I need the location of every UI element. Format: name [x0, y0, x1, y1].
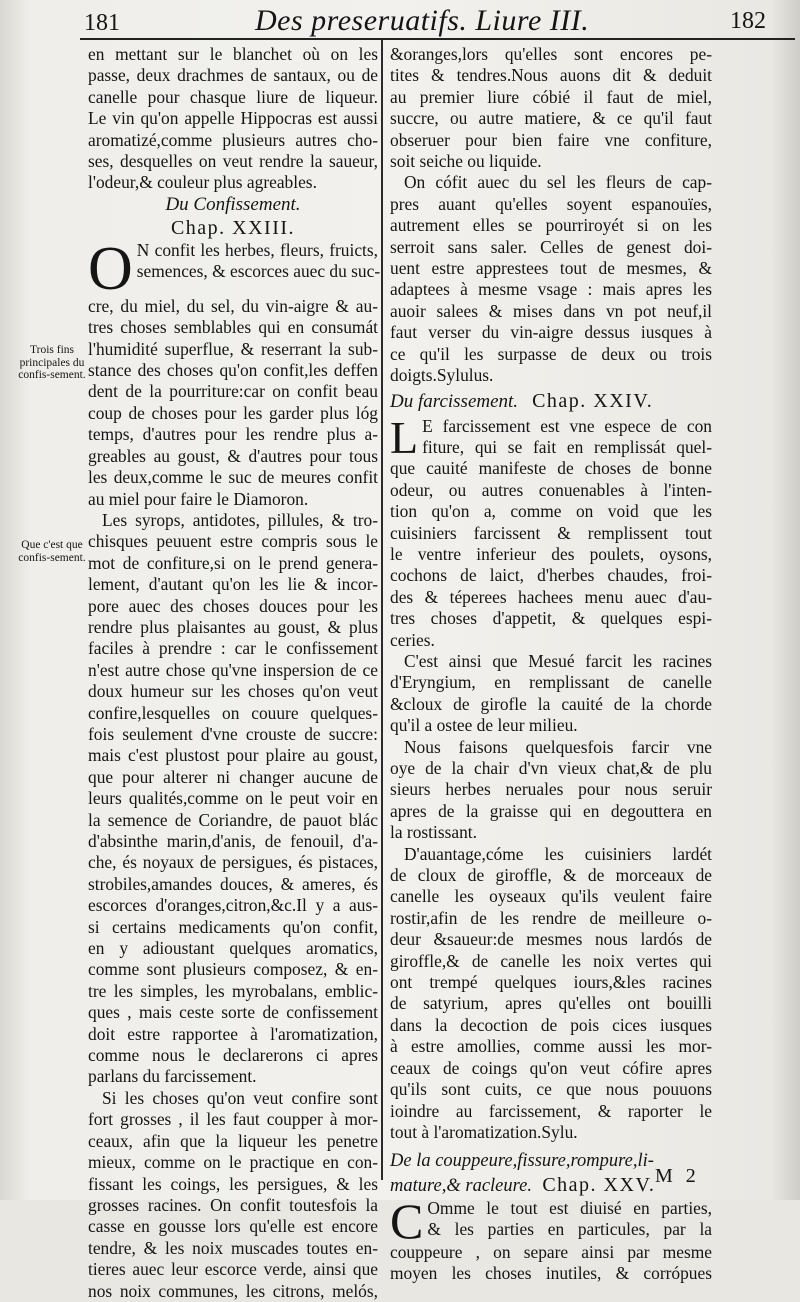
text-line: rendre plus plaisantes au goust, & plus	[88, 616, 378, 637]
text-line: pore auec des choses douces pour les	[88, 595, 378, 616]
text-line: tres choses d'appetit, & quelques espi-	[390, 608, 712, 629]
text-line: auoir salees & mises dans vn pot neuf,il	[390, 300, 712, 321]
text-line: couppeure , on separe ainsi par mesme	[390, 1241, 712, 1262]
margin-note-definition: Que c'est que confis-sement.	[18, 539, 86, 564]
text-line: cre, du miel, du sel, du vin-aigre & au-	[88, 295, 378, 316]
section-title-confissement: Du Confissement.	[165, 193, 301, 215]
text-line: tre les simples, les myrobalans, emblic-	[88, 980, 378, 1001]
chapter-heading-25: Chap. XXV.	[542, 1173, 656, 1196]
text-line: mais c'est plustost pour plaire au goust,	[88, 745, 378, 766]
section-title-couppeure-line1: De la couppeure,fissure,rompure,li-	[390, 1151, 654, 1172]
text-line: à estre amollies, comme aussi les mor-	[390, 1036, 712, 1057]
text-line: tout à l'aromatization.Sylu.	[390, 1121, 578, 1142]
text-line: au miel pour faire le Diamoron.	[88, 488, 309, 509]
text-line: d'Eryngium, en remplissant de canelle	[390, 672, 712, 693]
text-line: au premier liure cóbié il faut de miel,	[390, 86, 712, 107]
text-line: tendre, & les noix muscades toutes en-	[88, 1237, 378, 1258]
text-line: ses, desquelles on veut rendre la saueur,	[88, 151, 378, 172]
text-line: fort grosses , il les faut coupper à mor-	[88, 1109, 378, 1130]
margin-note-principal-ends: Trois fins principales du confis-sement.	[18, 344, 86, 381]
text-line: soit seiche ou liquide.	[390, 151, 542, 172]
chapter-heading-24: Chap. XXIV.	[532, 389, 654, 412]
text-line: les deux,comme le suc de meures confit	[88, 467, 378, 488]
text-line: que pour alterer ni changer aucune de	[88, 766, 378, 787]
text-line: ceries.	[390, 629, 435, 650]
text-line: qu'il a ostee de leur milieu.	[390, 715, 578, 736]
left-top-paragraph	[88, 44, 378, 194]
text-line: l'odeur,& couleur plus agreables.	[88, 172, 317, 193]
text-line: cochons de laict, d'herbes chaudes, froi-	[390, 565, 712, 586]
paragraph-davantage	[390, 844, 712, 1144]
text-line: en mettant sur le blanchet où on les	[88, 44, 378, 64]
text-line: Le vin qu'on appelle Hippocras est aussi	[88, 108, 378, 129]
text-line: N confit les herbes, fleurs, fruicts,	[136, 239, 378, 260]
text-line: Si les choses qu'on veut confire sont	[102, 1087, 378, 1108]
left-page-number: 181	[84, 10, 120, 36]
text-line: tites & tendres.Nous auons dit & deduit	[390, 65, 712, 86]
text-line: ont trempé quelques iours,&les racines	[390, 972, 712, 993]
text-line: casse en gousse lors qu'elle est encore	[88, 1216, 378, 1237]
text-line: nos noix communes, les citrons, melós,	[88, 1280, 378, 1301]
text-line: ceaux, afin que la liqueur les penetre	[88, 1130, 378, 1151]
text-line: doigts.Sylulus.	[390, 365, 494, 386]
text-line: stance des choses qu'on confit,les deffen	[88, 360, 378, 381]
text-line: chisques peuuent estre compris sous le	[88, 531, 378, 552]
column-divider	[381, 40, 383, 1180]
text-line: la rostissant.	[390, 822, 477, 843]
text-line: parlans du farcissement.	[88, 1066, 257, 1087]
text-line: fois seulement d'vne crouste de succre:	[88, 723, 378, 744]
text-line: greables au goust, & d'autres pour tous	[88, 445, 378, 466]
left-column	[88, 44, 381, 1302]
text-line: serroit sans saler. Celles de genest doi-	[390, 236, 712, 257]
paragraph-couppeure-intro	[390, 1192, 712, 1285]
paragraph-syrops	[88, 510, 378, 1088]
text-line: qu'ils sont cuits, ce que nous pouuons	[390, 1079, 712, 1100]
text-line: obseruer pour bien faire vne confiture,	[390, 129, 712, 150]
text-line: adaptees à mesme vsage : mais apres les	[390, 279, 712, 300]
paragraph-mesue	[390, 651, 712, 737]
text-line: odeur, ou autres conuenables à l'inten-	[390, 479, 712, 500]
text-line: strobiles,amandes douces, & ameres, és	[88, 873, 378, 894]
text-line: &oranges,lors qu'elles sont encores pe-	[390, 44, 712, 64]
text-line: tres choses semblables qui en consumát	[88, 317, 378, 338]
text-line: sieurs herbes neruales pour nous seruir	[390, 779, 712, 800]
text-line: lement, d'autant qu'on les lie & incor-	[88, 574, 378, 595]
header-rule	[80, 38, 795, 40]
text-line: aromatizé,comme plusieurs autres cho-	[88, 129, 378, 150]
section-heading-farcissement	[390, 389, 712, 416]
text-line: &cloux de girofle la cauité de la chorde	[390, 693, 712, 714]
paragraph-oye	[390, 737, 712, 844]
text-line: n'est autre chose qu'vne inspersion de ce	[88, 659, 378, 680]
text-line: que cauité manifeste de choses de bonne	[390, 458, 712, 479]
text-line: passe, deux drachmes de santaux, ou de	[88, 65, 378, 86]
text-line: ceaux de coings qu'on veut cófire apres	[390, 1057, 712, 1078]
drop-cap: O	[88, 234, 133, 303]
text-line: apres de la graisse qui en degouttera en	[390, 800, 712, 821]
text-line: faut verser du vin-aigre dessus iusques à	[390, 322, 712, 343]
text-line: de satyrium, apres qu'elles ont bouilli	[390, 993, 712, 1014]
text-line: mot de confiture,si on le prend genera-	[88, 552, 378, 573]
text-line: moyen les choses inutiles, & corrópues	[390, 1263, 712, 1284]
text-line: C'est ainsi que Mesué farcit les racines	[404, 650, 712, 671]
text-line: fissant les coings, les persigues, & les	[88, 1173, 378, 1194]
text-line: deur &saueur:de mesmes nous lardós de	[390, 929, 712, 950]
text-line: temps, d'autres pour les rendre plus a-	[88, 424, 378, 445]
text-line: comme nous le declarerons ci apres	[88, 1045, 378, 1066]
text-line: dans la decoction de pois cices iusques	[390, 1014, 712, 1035]
chapter-heading-23: Chap. XXIII.	[170, 216, 296, 239]
text-line: Nous faisons quelquesfois farcir vne	[404, 736, 712, 757]
text-line: fiture, qui se fait en remplissát quel-	[422, 436, 712, 457]
text-line: semences, & escorces auec du suc-	[136, 261, 381, 282]
text-line: giroffle,& de canelle les noix vertes qui	[390, 950, 712, 971]
text-line: faciles à prendre : car le confissement	[88, 638, 378, 659]
right-top-paragraph	[390, 44, 712, 172]
text-line: pres auant qu'elles soyent espanouïes,	[390, 193, 712, 214]
drop-cap: L	[390, 411, 419, 463]
text-line: l'humidité superflue, & reserrant la sub-	[88, 338, 378, 359]
drop-cap: C	[390, 1192, 424, 1249]
text-line: en y adioustant quelques aromatics,	[88, 938, 378, 959]
text-line: escorces d'oranges,citron,&c.Il y a aus-	[88, 895, 378, 916]
text-line: rostir,afin de les rendre de meilleure o-	[390, 907, 712, 928]
text-line: grosses racines. On confit toutesfois la	[88, 1194, 378, 1215]
text-line: comme sont plusieurs composez, & en-	[88, 959, 378, 980]
paragraph-grosses-choses	[88, 1088, 378, 1302]
text-line: doux humeur sur les choses qu'on veut	[88, 681, 378, 702]
text-line: tieres auec leur escorce verde, ainsi que	[88, 1259, 378, 1280]
text-line: des & téperees hachees menu auec d'au-	[390, 586, 712, 607]
text-line: le ventre inferieur des poulets, oysons,	[390, 543, 712, 564]
text-line: autrement elles se pourriroyét si on les	[390, 215, 712, 236]
text-line: E farcissement est vne espece de con	[422, 415, 712, 436]
paragraph-confissement-intro	[88, 234, 381, 510]
text-line: ce qu'il les surpasse de deux ou trois	[390, 343, 712, 364]
text-line: d'absinthe marin,d'anis, de fenouil, d'a-	[88, 831, 378, 851]
text-line: uent estre apprestees tout de mesmes, &	[390, 258, 712, 279]
page-header	[0, 4, 800, 38]
text-line: ioindre au farcissement, & raporter le	[390, 1100, 712, 1121]
text-line: de cloux de giroffle, & de morceaux de	[390, 865, 712, 886]
text-line: mieux, comme on le practique en con-	[88, 1152, 378, 1173]
text-line: succre, ou autre matiere, & ce qu'il faut	[390, 108, 712, 129]
right-page-number: 182	[730, 8, 766, 34]
text-line: che, és noyaux de persigues, és pistaces,	[88, 852, 378, 873]
text-line: coup de choses pour les garder plus lóg	[88, 402, 378, 423]
text-line: & les parties en particules, par la	[427, 1219, 712, 1240]
text-line: Omme le tout est diuisé en parties,	[427, 1197, 712, 1218]
text-line: cuisiniers farcissent & remplissent tout	[390, 522, 712, 543]
text-line: Les syrops, antidotes, pillules, & tro-	[102, 509, 378, 530]
section-title-farcissement: Du farcissement.	[390, 390, 519, 412]
text-line: dent de la pourriture:car on confit beau	[88, 381, 378, 402]
paragraph-farcissement-intro	[390, 411, 712, 651]
section-title-couppeure-tail: mature,& racleure.	[390, 1175, 532, 1196]
text-line: oye de la chair d'vn vieux chat,& de plu	[390, 758, 712, 778]
text-line: canelle les oyseaux qu'ils veulent faire	[390, 886, 712, 907]
text-line: D'auantage,cóme les cuisiniers lardét	[404, 843, 712, 864]
text-line: canelle pour chasque liure de liqueur.	[88, 86, 378, 107]
text-line: ques , mais ceste sorte de confissement	[88, 1002, 378, 1023]
right-column	[390, 44, 712, 1285]
text-line: leurs qualités,comme on le peut voir en	[88, 788, 378, 809]
running-title: Des preseruatifs. Liure III.	[255, 4, 590, 37]
text-line: doit estre rapportee à l'aromatization,	[88, 1023, 378, 1044]
paragraph-capres	[390, 172, 712, 386]
text-line: tion qu'on a, comme on void que les	[390, 501, 712, 522]
printer-signature-mark: M 2	[655, 1165, 700, 1187]
text-line: confire,lesquelles on couure quelques-	[88, 702, 378, 723]
text-line: On cófit auec du sel les fleurs de cap-	[404, 172, 712, 193]
text-line: la semence de Coriandre, de pauot blác	[88, 809, 378, 830]
text-line: si certains medicaments qu'on confit,	[88, 916, 378, 937]
